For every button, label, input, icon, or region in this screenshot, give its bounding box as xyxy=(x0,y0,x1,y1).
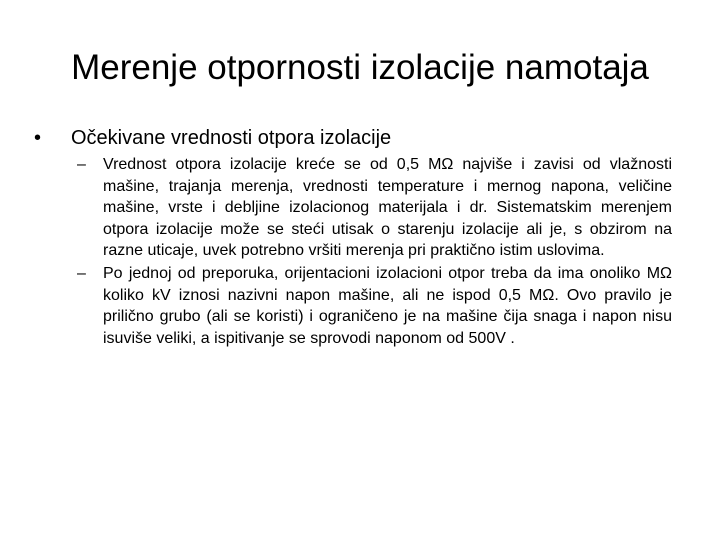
sub-bullet-marker: – xyxy=(77,156,86,173)
sub-bullet-item xyxy=(34,263,672,349)
bullet-marker: • xyxy=(34,127,42,149)
bullet-text: Očekivane vrednosti otpora izolacije xyxy=(71,127,392,149)
sub-bullet-marker: – xyxy=(77,264,86,282)
sub-bullet-text: Vrednost otpora izolacije kreće se od 0,5 MΩ najviše i zavisi od vlažnosti mašine, trajanja merenja, vrednosti temperature i mernog napona, veličine mašine, vrste i debljine izolacionog materijala i dr. Sistematskim merenjem otpora izolacije može se steći utisak o starenju izolacije ali je, s obzirom na razne uticaje, uvek potrebno vršiti merenja pri praktično istim uslovima. xyxy=(103,156,672,260)
slide-title: Merenje otpornosti izolacije namotaja xyxy=(71,48,649,87)
bullet-item xyxy=(34,124,674,152)
sub-bullet-list xyxy=(34,154,674,349)
slide-content xyxy=(34,124,674,350)
sub-bullet-text: Po jednoj od preporuka, orijentacioni izolacioni otpor treba da ima onoliko MΩ koliko kV iznosi nazivni napon mašine, ali ne ispod 0,5 MΩ. Ovo pravilo je prilično grubo (ali se koristi) i ograničeno je na mašine čija snaga i napon nisu isuviše veliki, a ispitivanje se sprovodi naponom od 500V . xyxy=(103,264,672,347)
sub-bullet-item xyxy=(34,154,672,262)
